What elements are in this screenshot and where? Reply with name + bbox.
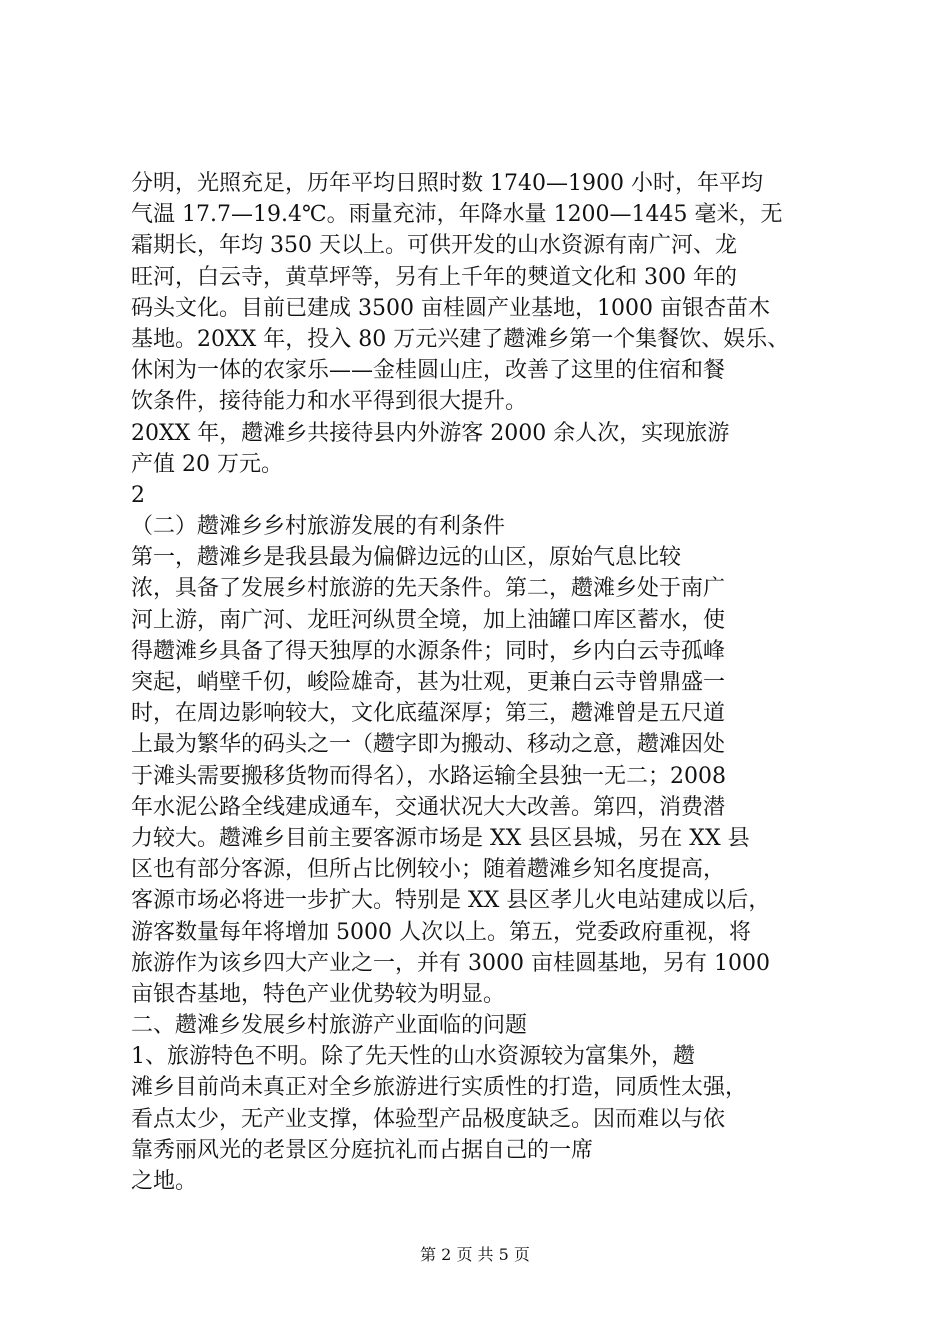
text-line: 上最为繁华的码头之一（趱字即为搬动、移动之意，趱滩因处 — [131, 732, 726, 758]
text-line: 看点太少，无产业支撑，体验型产品极度缺乏。因而难以与依 — [131, 1106, 726, 1132]
text-line: 区也有部分客源，但所占比例较小；随着趱滩乡知名度提高， — [131, 857, 726, 883]
text-line: 客源市场必将进一步扩大。特别是 XX 县区孝儿火电站建成以后， — [131, 888, 771, 914]
text-line: 年水泥公路全线建成通车，交通状况大大改善。第四，消费潜 — [131, 794, 726, 820]
text-line: 靠秀丽风光的老景区分庭抗礼而占据自己的一席 — [131, 1137, 594, 1163]
section-heading: 二、趱滩乡发展乡村旅游产业面临的问题 — [131, 1013, 528, 1039]
text-line: 1、旅游特色不明。除了先天性的山水资源较为富集外，趱 — [131, 1044, 695, 1070]
text-line: 基地。20XX 年，投入 80 万元兴建了趱滩乡第一个集餐饮、娱乐、 — [131, 326, 790, 352]
text-line: 气温 17.7—19.4℃。雨量充沛，年降水量 1200—1445 毫米，无 — [131, 202, 783, 228]
text-line: 力较大。趱滩乡目前主要客源市场是 XX 县区县城，另在 XX 县 — [131, 825, 750, 851]
text-line: 旅游作为该乡四大产业之一，并有 3000 亩桂圆基地，另有 1000 — [131, 950, 770, 976]
text-line: 浓，具备了发展乡村旅游的先天条件。第二，趱滩乡处于南广 — [131, 576, 726, 602]
text-line: 滩乡目前尚未真正对全乡旅游进行实质性的打造，同质性太强， — [131, 1075, 748, 1101]
text-line: 霜期长，年均 350 天以上。可供开发的山水资源有南广河、龙 — [131, 233, 737, 259]
text-line: 20XX 年，趱滩乡共接待县内外游客 2000 余人次，实现旅游 — [131, 420, 730, 446]
text-line: 于滩头需要搬移货物而得名），水路运输全县独一无二；2008 — [131, 763, 726, 789]
text-line: 河上游，南广河、龙旺河纵贯全境，加上油罐口库区蓄水，使 — [131, 607, 726, 633]
text-line: 亩银杏基地，特色产业优势较为明显。 — [131, 981, 506, 1007]
text-line: 分明，光照充足，历年平均日照时数 1740—1900 小时，年平均 — [131, 171, 763, 196]
section-heading: （二）趱滩乡乡村旅游发展的有利条件 — [131, 514, 506, 540]
text-line: 饮条件，接待能力和水平得到很大提升。 — [131, 389, 528, 415]
text-line: 时，在周边影响较大，文化底蕴深厚；第三，趱滩曾是五尺道 — [131, 701, 726, 727]
text-line: 第一，趱滩乡是我县最为偏僻边远的山区，原始气息比较 — [131, 545, 682, 571]
text-line: 旺河，白云寺，黄草坪等，另有上千年的僰道文化和 300 年的 — [131, 264, 737, 290]
text-line: 产值 20 万元。 — [131, 451, 283, 477]
text-line: 游客数量每年将增加 5000 人次以上。第五，党委政府重视，将 — [131, 919, 751, 945]
text-line: 突起，峭壁千仞，峻险雄奇，甚为壮观，更兼白云寺曾鼎盛一 — [131, 670, 726, 695]
text-line: 2 — [131, 482, 145, 508]
text-line: 之地。 — [131, 1169, 198, 1194]
text-line: 休闲为一体的农家乐——金桂圆山庄，改善了这里的住宿和餐 — [131, 358, 726, 384]
page-footer: 第 2 页 共 5 页 — [420, 1245, 530, 1264]
text-line: 得趱滩乡具备了得天独厚的水源条件；同时，乡内白云寺孤峰 — [131, 638, 726, 664]
document-body — [131, 168, 831, 1197]
text-line: 码头文化。目前已建成 3500 亩桂圆产业基地，1000 亩银杏苗木 — [131, 295, 770, 321]
